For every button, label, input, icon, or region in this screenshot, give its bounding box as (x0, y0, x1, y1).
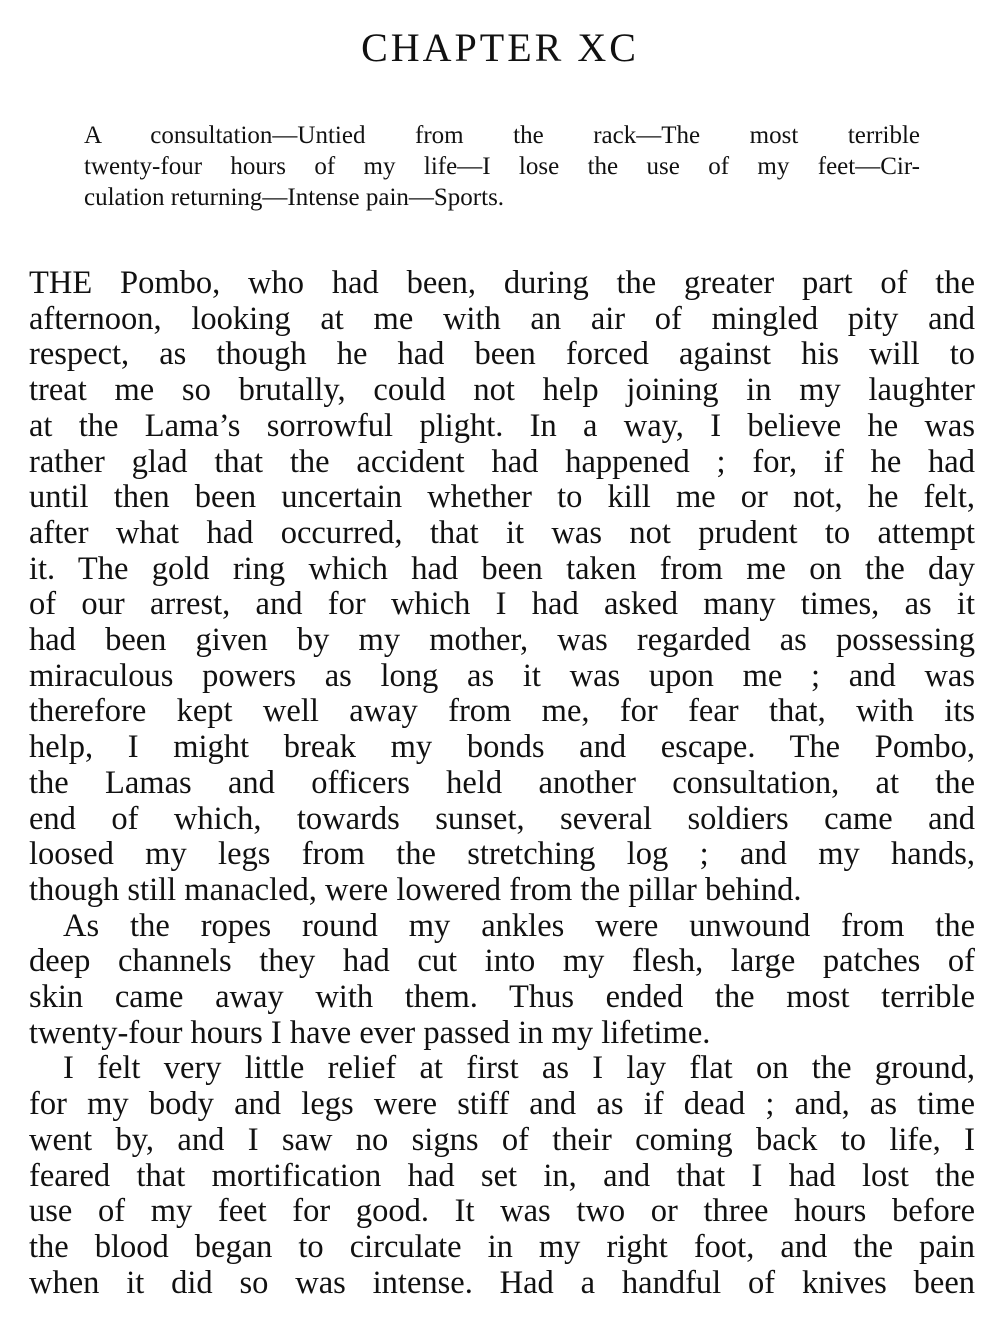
body-line: loosed my legs from the stretching log ; and my hands, (29, 836, 975, 873)
body-line: help, I might break my bonds and escape. The Pombo, (29, 729, 975, 766)
body-line: the blood began to circulate in my right foot, and the pain (29, 1228, 975, 1265)
opening-word: THE (29, 265, 93, 301)
body-line: rather glad that the accident had happened ; for, if he had (29, 443, 975, 480)
body-line: afternoon, looking at me with an air of mingled pity and (29, 300, 975, 337)
body-line: end of which, towards sunset, several soldiers came and (29, 800, 975, 837)
body-line: though still manacled, were lowered from the pillar behind. (29, 871, 802, 908)
summary-line: culation returning—Intense pain—Sports. (84, 184, 505, 211)
body-line (29, 266, 975, 302)
body-line: therefore kept well away from me, for fear that, with its (29, 693, 975, 730)
body-line: deep channels they had cut into my flesh, large patches of (29, 943, 975, 980)
body-line: I felt very little relief at first as I lay flat on the ground, (63, 1050, 975, 1087)
body-line-text: Pombo, who had been, during the greater part of the (92, 265, 975, 301)
body-line: miraculous powers as long as it was upon me ; and was (29, 657, 975, 694)
body-line: feared that mortification had set in, and that I had lost the (29, 1157, 975, 1194)
chapter-title: CHAPTER XC (361, 25, 639, 70)
body-line: for my body and legs were stiff and as if dead ; and, as time (29, 1086, 975, 1123)
body-line: at the Lama’s sorrowful plight. In a way, I believe he was (29, 407, 975, 444)
body-line: twenty-four hours I have ever passed in my lifetime. (29, 1014, 711, 1051)
body-text (29, 266, 975, 1301)
body-line: the Lamas and officers held another consultation, at the (29, 764, 975, 801)
body-line: use of my feet for good. It was two or three hours before (29, 1193, 975, 1230)
body-line: treat me so brutally, could not help joining in my laughter (29, 372, 975, 409)
summary-line: twenty-four hours of my life—I lose the use of my feet—Cir- (84, 153, 920, 180)
body-line: As the ropes round my ankles were unwound from the (63, 907, 975, 944)
body-line: had been given by my mother, was regarded as possessing (29, 622, 975, 659)
body-line: of our arrest, and for which I had asked many times, as it (29, 586, 975, 623)
body-line: after what had occurred, that it was not prudent to attempt (29, 514, 975, 551)
body-line: skin came away with them. Thus ended the most terrible (29, 979, 975, 1016)
chapter-summary (84, 120, 920, 213)
body-line: it. The gold ring which had been taken from me on the day (29, 550, 975, 587)
body-line: went by, and I saw no signs of their coming back to life, I (29, 1121, 975, 1158)
body-line: when it did so was intense. Had a handful of knives been (29, 1264, 975, 1301)
summary-line: A consultation—Untied from the rack—The most terrible (84, 122, 920, 149)
body-line: respect, as though he had been forced against his will to (29, 336, 975, 373)
body-line: until then been uncertain whether to kill me or not, he felt, (29, 479, 975, 516)
